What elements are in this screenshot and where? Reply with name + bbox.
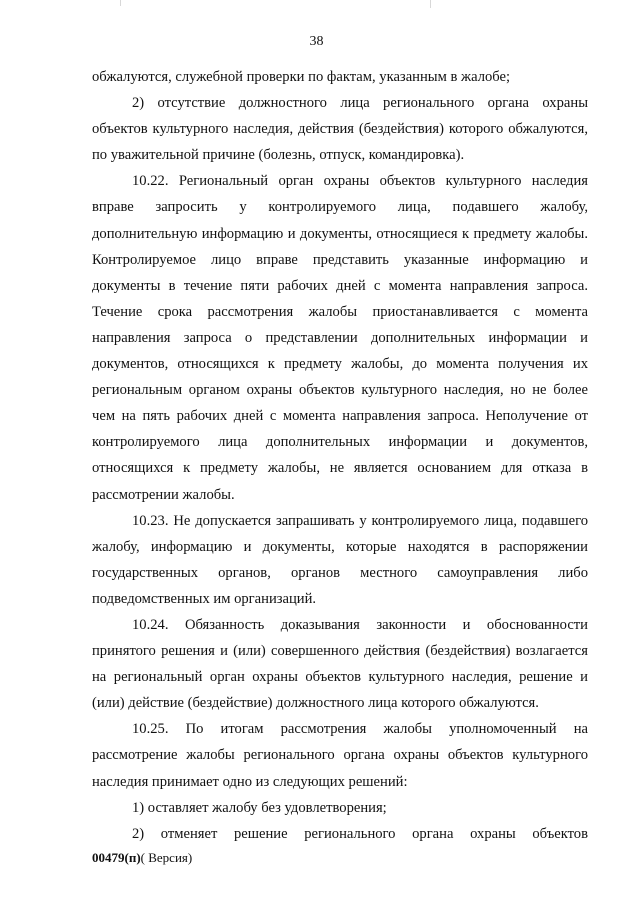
scan-artifact-top [120, 0, 121, 6]
paragraph: 10.25. По итогам рассмотрения жалобы уполномоченный на рассмотрение жалобы регионального органа охраны объектов культурного наследия принимает одно из следующих решений: [92, 721, 588, 790]
paragraph: 10.24. Обязанность доказывания законности и обоснованности принятого решения и (или) совершенного действия (бездействия) возлагается на региональный орган охраны объектов культурного наследия, решение и (или) действие (бездействие) должностного лица которого обжалуются. [92, 616, 588, 712]
scan-artifact-top-right [430, 0, 431, 8]
paragraph: 10.22. Региональный орган охраны объектов культурного наследия вправе запросить у контролируемого лица, подавшего жалобу, дополнительную информацию и документы, относящиеся к предмету жалобы. Контролируемое лицо вправе представить указанные информацию и документы в течение пяти рабочих дней с момента направления запроса. Течение срока рассмотрения жалобы приостанавливается с момента направления запроса о представлении дополнительных информации и документов, относящихся к предмету жалобы, до момента получения их региональным органом охраны объектов культурного наследия, но не более чем на пять рабочих дней с момента направления запроса. Неполучение от контролируемого лица дополнительных информации и документов, относящихся к предмету жалобы, не является основанием для отказа в рассмотрении жалобы. [92, 173, 588, 503]
paragraph: 2) отменяет решение регионального органа охраны объектов [132, 825, 588, 842]
document-version: ( Версия) [140, 850, 193, 865]
document-code: 00479(п) [92, 850, 141, 865]
paragraph: 10.23. Не допускается запрашивать у контролируемого лица, подавшего жалобу, информацию и документы, которые находятся в распоряжении государственных органов, органов местного самоуправления либо подведомственных им организаций. [92, 512, 588, 607]
paragraph: обжалуются, служебной проверки по фактам, указанным в жалобе; [92, 69, 511, 85]
document-footer [92, 850, 192, 866]
paragraph: 2) отсутствие должностного лица регионального органа охраны объектов культурного наследия, действия (бездействия) которого обжалуются, по уважительной причине (болезнь, отпуск, командировка). [92, 95, 588, 164]
page-number: 38 [309, 34, 324, 49]
document-body [92, 64, 588, 847]
paragraph: 1) оставляет жалобу без удовлетворения; [132, 799, 387, 816]
